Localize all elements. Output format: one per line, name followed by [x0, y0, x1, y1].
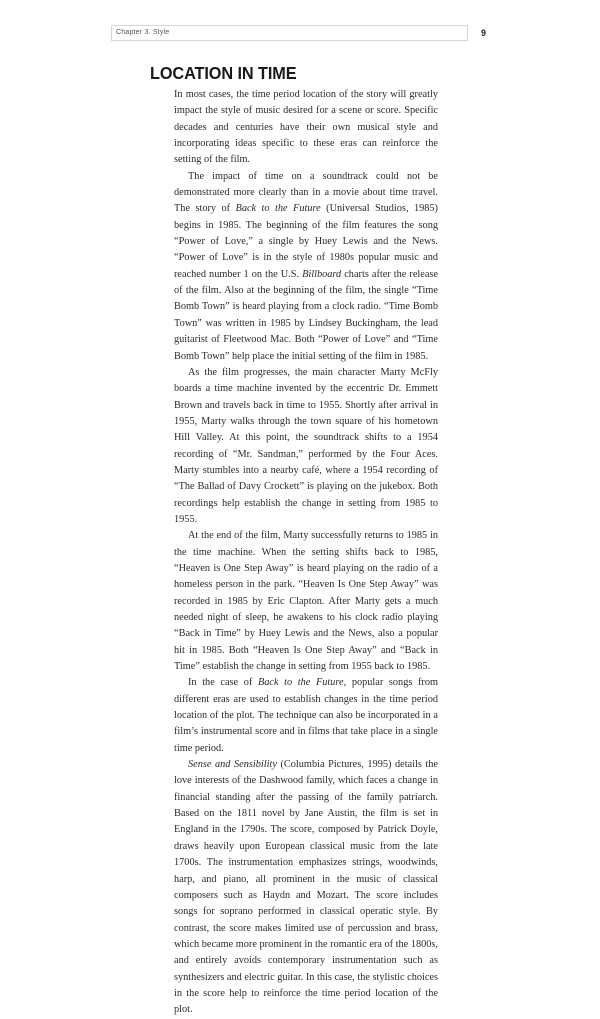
chapter-title: Chapter 3. Style	[116, 29, 170, 36]
section-title: LOCATION IN TIME	[150, 63, 297, 83]
running-head	[111, 25, 468, 41]
text-run: In most cases, the time period location of the story will greatly impact the style of music desired for a scene or score. Specific decades and centuries have their own musical style and incorporating ideas specific to these eras can reinforce the setting of the film.	[174, 89, 438, 166]
italic-title: Back to the Future	[257, 677, 344, 689]
paragraph	[174, 87, 438, 169]
text-run: At the end of the film, Marty successfully returns to 1985 in the time machine. When the setting shifts back to 1985, “Heaven is One Step Away” is heard playing on the radio of a homeless person in the park. “Heaven Is One Step Away” was recorded in 1985 by Eric Clapton. After Marty gets a much needed night of sleep, he awakens to his clock radio playing “Back in Time” by Huey Lewis and the News, also a popular hit in 1985. Both “Heaven Is One Step Away” and “Back in Time” establish the change in setting from 1955 back to 1985.	[174, 530, 438, 673]
paragraph	[174, 169, 438, 365]
paragraph	[174, 757, 438, 1019]
text-run: charts after the release of the film. Also at the beginning of the film, the single “Time Bomb Town” is heard playing from a clock radio. “Time Bomb Town” was written in 1985 by Lindsey Buckingham, the lead guitarist of Fleetwood Mac. Both “Power of Love” and “Time Bomb Town” help place the initial setting of the film in 1985.	[174, 268, 438, 362]
paragraph	[174, 675, 438, 757]
text-run: (Columbia Pictures, 1995) details the love interests of the Dashwood family, which faces a change in financial standing after the passing of the family patriarch. Based on the 1811 novel by Jane Austin, the film is set in England in the 1790s. The score, composed by Patrick Doyle, draws heavily upon European classical music from the late 1700s. The instrumentation emphasizes strings, woodwinds, harp, and piano, all prominent in the music of classical composers such as Haydn and Mozart. The score includes songs for soprano performed in classical operatic style. By contrast, the score makes limited use of percussion and brass, which became more prominent in the romantic era of the 1800s, and entirely avoids contemporary instrumentation such as synthesizers and electric guitar. In this case, the stylistic choices in the score help to reinforce the time period location of the plot.	[174, 759, 438, 1016]
body-text	[174, 87, 438, 1019]
text-run: The impact of time on a soundtrack could not be demonstrated more clearly than in a movie about time travel. The story of	[174, 170, 438, 215]
page-number: 9	[481, 28, 487, 38]
text-run: In the case of	[188, 677, 258, 689]
paragraph	[174, 528, 438, 675]
italic-title: Back to the Future	[235, 203, 321, 215]
italic-title: Sense and Sensibility	[188, 759, 277, 771]
paragraph	[174, 365, 438, 528]
text-run: As the film progresses, the main character Marty McFly boards a time machine invented by the eccentric Dr. Emmett Brown and travels back in time to 1955. Shortly after arrival in 1955, Marty walks through the town square of his hometown Hill Valley. At this point, the soundtrack shifts to a 1954 recording of “Mr. Sandman,” performed by the Four Aces. Marty stumbles into a nearby café, where a 1954 recording of “The Ballad of Davy Crockett” is playing on the jukebox. Both recordings help establish the change in setting from 1985 to 1955.	[174, 366, 438, 525]
italic-title: Billboard	[302, 268, 342, 280]
text-run: (Universal Studios, 1985) begins in 1985. The beginning of the film features the song “Power of Love,” a single by Huey Lewis and the News. “Power of Love” is in the style of 1980s popular music and reached number 1 on the U.S.	[174, 203, 438, 280]
text-run: , popular songs from different eras are used to establish changes in the time period location of the plot. The technique can also be incorporated in a film’s instrumental score and in films that take place in a single time period.	[174, 677, 438, 754]
